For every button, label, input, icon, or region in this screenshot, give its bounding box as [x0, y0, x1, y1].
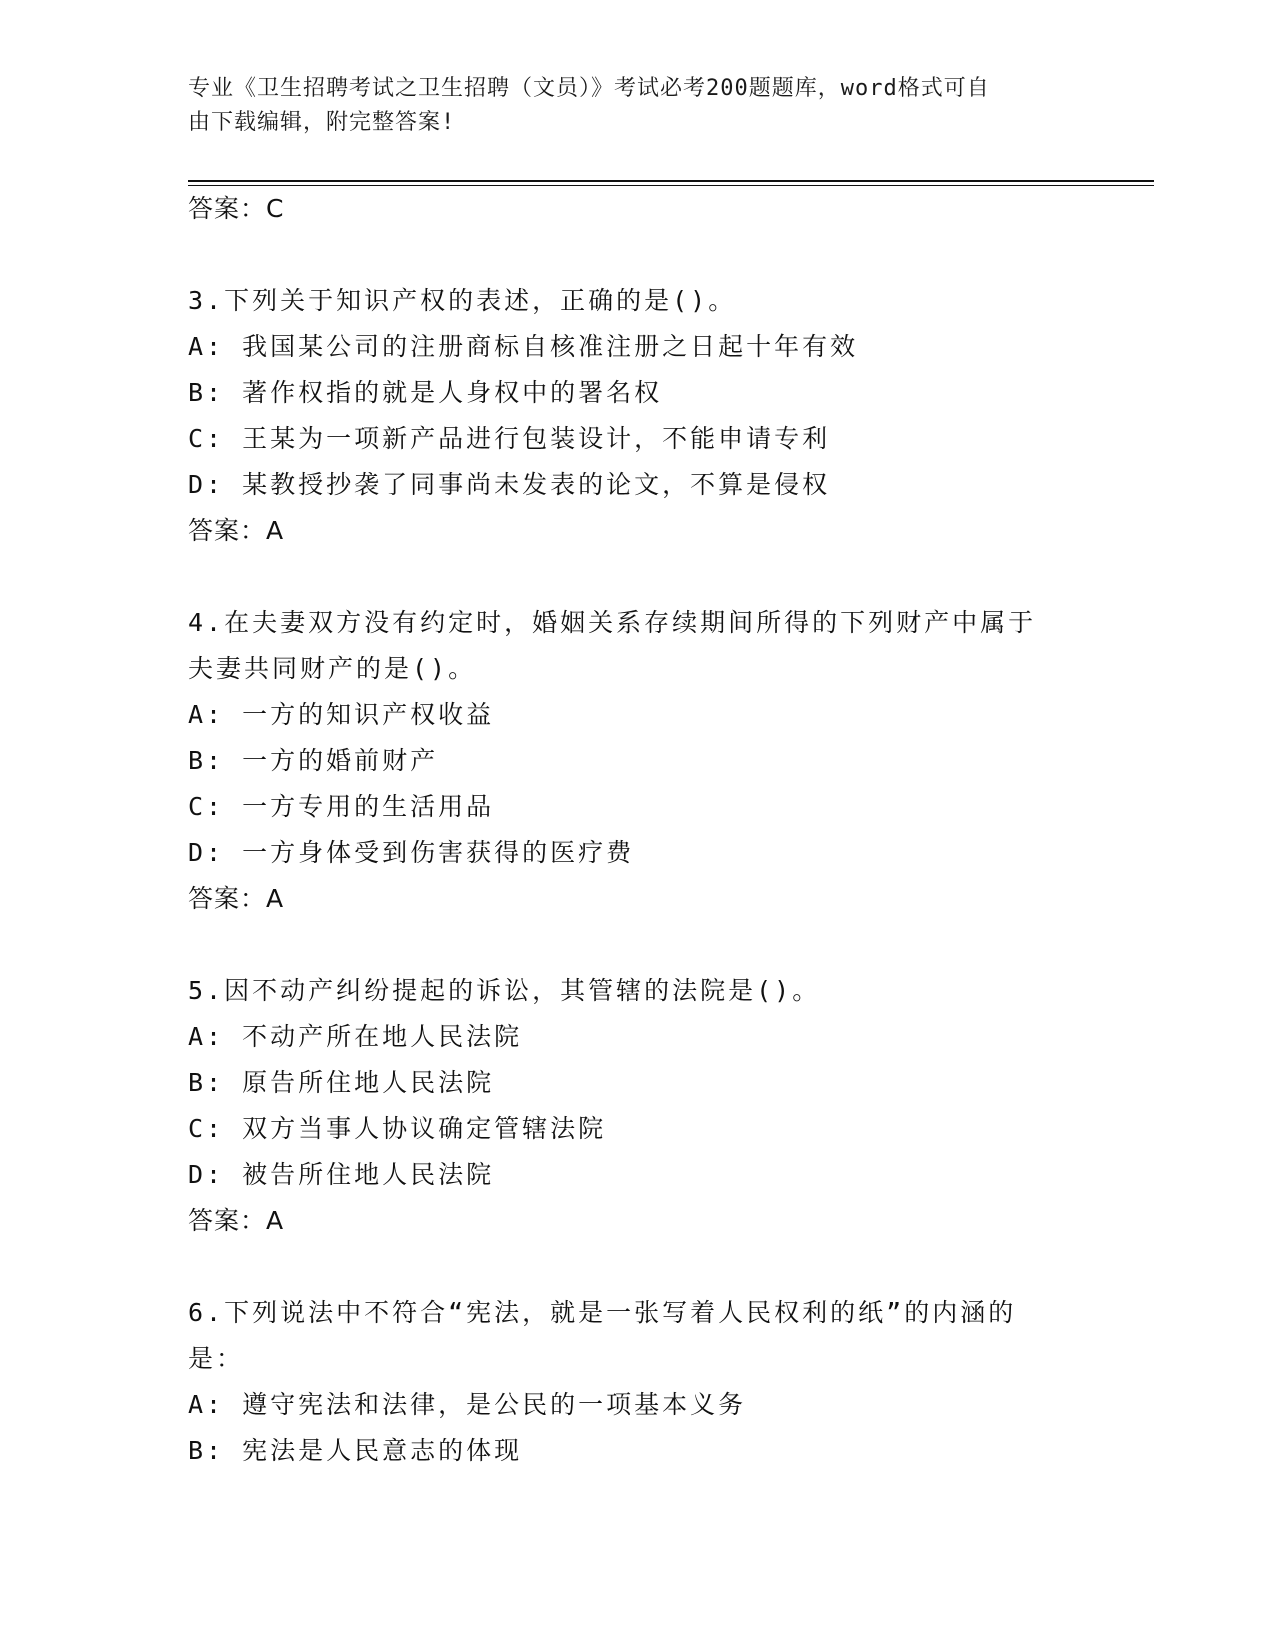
option-c: C: 王某为一项新产品进行包装设计，不能申请专利: [188, 424, 831, 453]
spacer: [188, 554, 1088, 600]
answer-q2: 答案：C: [188, 194, 285, 223]
header-line-2: 由下载编辑，附完整答案!: [188, 110, 456, 135]
answer: 答案：A: [188, 884, 285, 913]
question-3: [188, 278, 1088, 554]
question-5: [188, 968, 1088, 1244]
question-stem: 5.因不动产纠纷提起的诉讼，其管辖的法院是()。: [188, 976, 821, 1005]
option-d: D: 一方身体受到伤害获得的医疗费: [188, 838, 635, 867]
answer: 答案：A: [188, 1206, 285, 1235]
option-a: A: 我国某公司的注册商标自核准注册之日起十年有效: [188, 332, 859, 361]
option-c: C: 双方当事人协议确定管辖法院: [188, 1114, 607, 1143]
question-stem-line-2: 是：: [188, 1344, 245, 1373]
question-4: [188, 600, 1088, 922]
option-b: B: 著作权指的就是人身权中的署名权: [188, 378, 663, 407]
option-a: A: 一方的知识产权收益: [188, 700, 495, 729]
question-stem-line-2: 夫妻共同财产的是()。: [188, 654, 477, 683]
document-header: [188, 72, 1068, 140]
header-line-1: 专业《卫生招聘考试之卫生招聘（文员）》考试必考200题题库，word格式可自: [188, 76, 990, 101]
question-stem: 3.下列关于知识产权的表述，正确的是()。: [188, 286, 737, 315]
option-d: D: 被告所住地人民法院: [188, 1160, 495, 1189]
header-divider-thick: [188, 180, 1154, 182]
option-c: C: 一方专用的生活用品: [188, 792, 495, 821]
question-stem-line-1: 4.在夫妻双方没有约定时，婚姻关系存续期间所得的下列财产中属于: [188, 608, 1037, 637]
option-b: B: 宪法是人民意志的体现: [188, 1436, 523, 1465]
option-d: D: 某教授抄袭了同事尚未发表的论文，不算是侵权: [188, 470, 831, 499]
question-6: [188, 1290, 1088, 1474]
spacer: [188, 232, 1088, 278]
option-a: A: 遵守宪法和法律，是公民的一项基本义务: [188, 1390, 747, 1419]
option-b: B: 一方的婚前财产: [188, 746, 439, 775]
question-stem-line-1: 6.下列说法中不符合“宪法，就是一张写着人民权利的纸”的内涵的: [188, 1298, 1017, 1327]
option-b: B: 原告所住地人民法院: [188, 1068, 495, 1097]
spacer: [188, 922, 1088, 968]
spacer: [188, 1244, 1088, 1290]
question-list: [188, 186, 1088, 1474]
option-a: A: 不动产所在地人民法院: [188, 1022, 523, 1051]
answer: 答案：A: [188, 516, 285, 545]
